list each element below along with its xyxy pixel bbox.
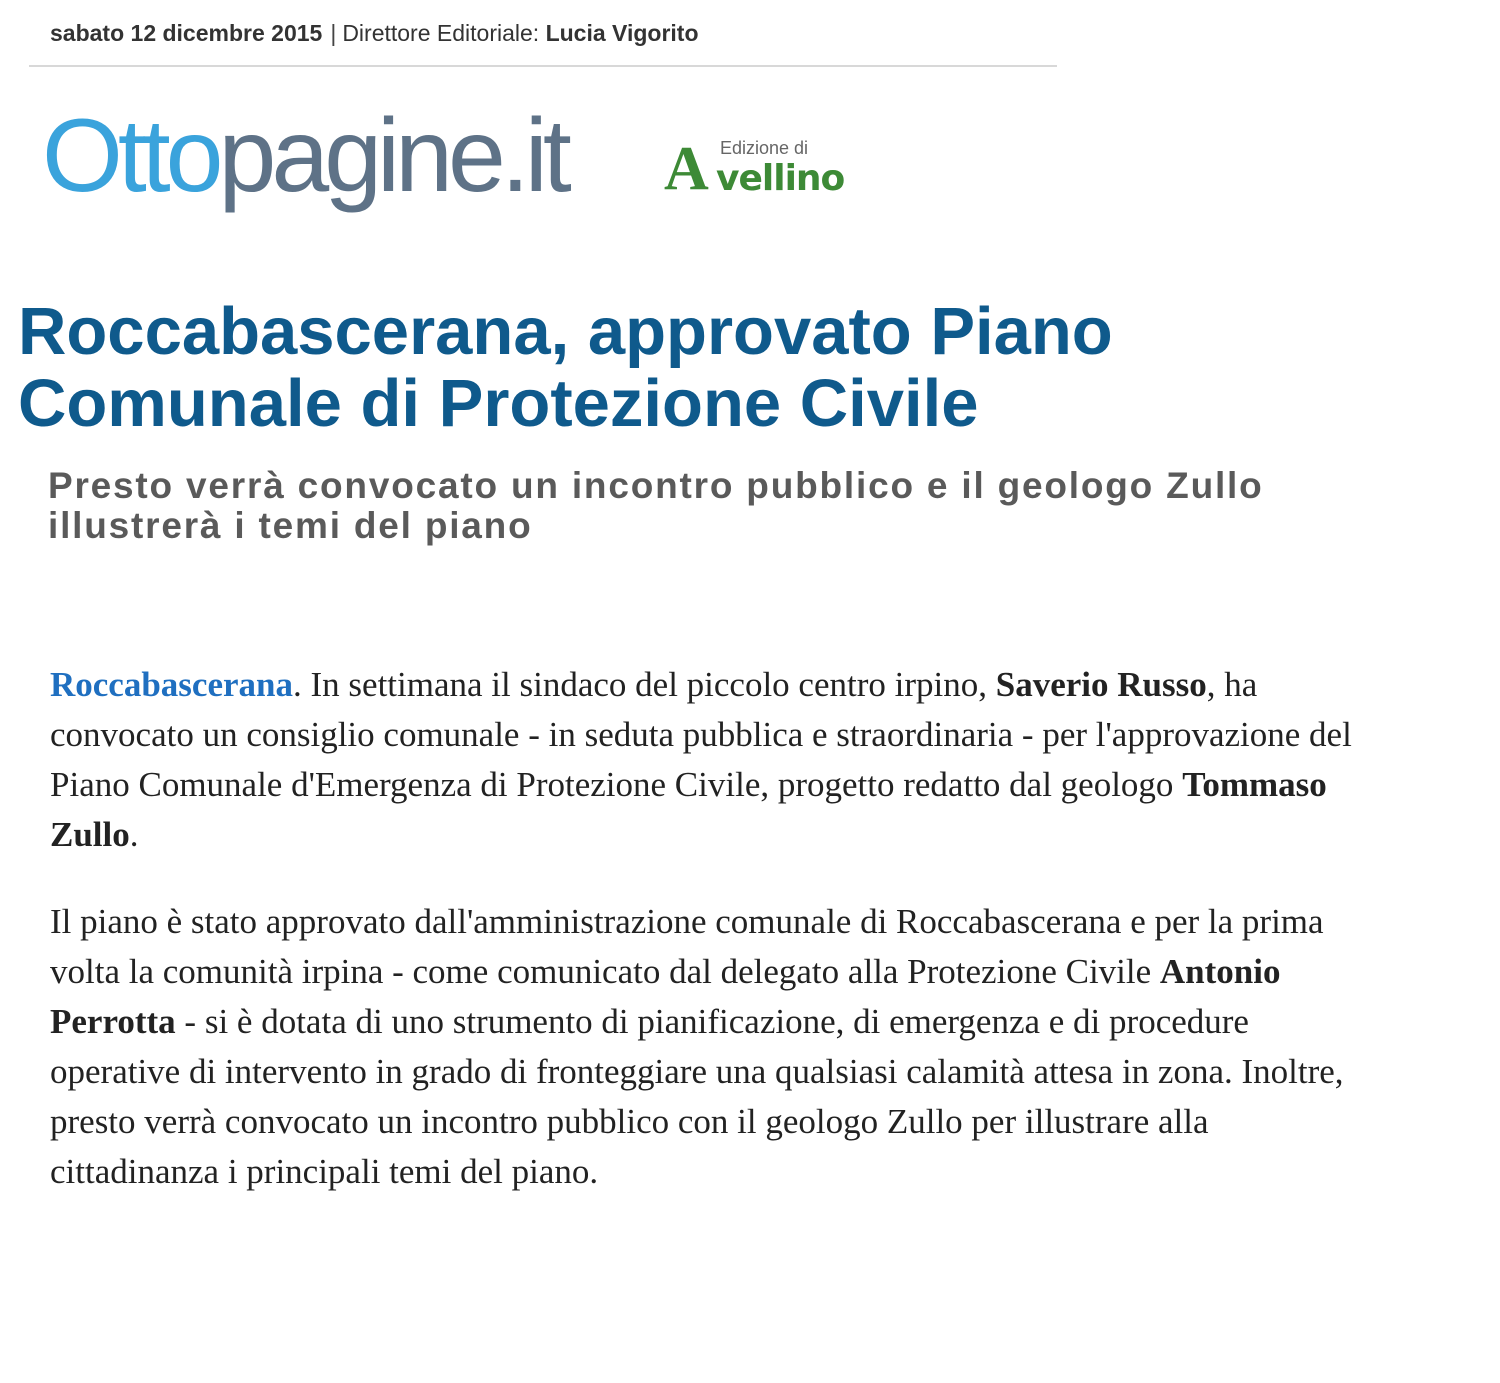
dateline-separator: | (330, 20, 337, 46)
edition-city: vellino (716, 158, 845, 199)
editor-label: Direttore Editoriale: (342, 20, 540, 46)
logo-wordmark (42, 86, 567, 226)
paragraph-2-text-2: - si è dotata di uno strumento di pianificazione, di emergenza e di procedure operative di intervento in grado di fronteggiare una qualsiasi calamità attesa in zona. Inoltre, presto verrà convocato un incontro pubblico con il geologo Zullo per illustrare alla cittadinanza i principali temi del piano. (50, 1002, 1344, 1191)
header-divider (29, 65, 1057, 67)
article-body (50, 660, 1370, 1234)
geologist-name: Tommaso Zullo (50, 765, 1327, 854)
paragraph-1-text-3: . (129, 815, 139, 854)
article-subtitle: Presto verrà convocato un incontro pubblico e il geologo Zullo illustrerà i temi del piano (48, 465, 1264, 546)
publication-date: sabato 12 dicembre 2015 (50, 20, 323, 46)
editor-name: Lucia Vigorito (545, 20, 699, 46)
logo-wordmark-otto: Otto (42, 98, 219, 214)
mayor-name: Saverio Russo (995, 665, 1207, 704)
edition-badge (664, 134, 854, 204)
article-title: Roccabascerana, approvato Piano Comunale di Protezione Civile (18, 294, 1113, 441)
paragraph-1-text-2: , ha convocato un consiglio comunale - in seduta pubblica e straordinaria - per l'approvazione del Piano Comunale d'Emergenza di Protezione Civile, progetto redatto dal geologo (50, 665, 1352, 804)
edition-prefix: Edizione di (720, 138, 809, 158)
place-link[interactable]: Roccabascerana (50, 665, 294, 704)
article-paragraph-2 (50, 897, 1370, 1197)
logo-wordmark-pagine: pagine.it (218, 98, 567, 214)
article-paragraph-1 (50, 660, 1370, 860)
edition-initial: A (664, 135, 709, 203)
delegate-name: Antonio Perrotta (50, 952, 1281, 1041)
paragraph-2-text-1: Il piano è stato approvato dall'amministrazione comunale di Roccabascerana e per la prima volta la comunità irpina - come comunicato dal delegato alla Protezione Civile (50, 902, 1324, 991)
paragraph-1-text-1: . In settimana il sindaco del piccolo centro irpino, (293, 665, 996, 704)
masthead-dateline (50, 20, 699, 47)
